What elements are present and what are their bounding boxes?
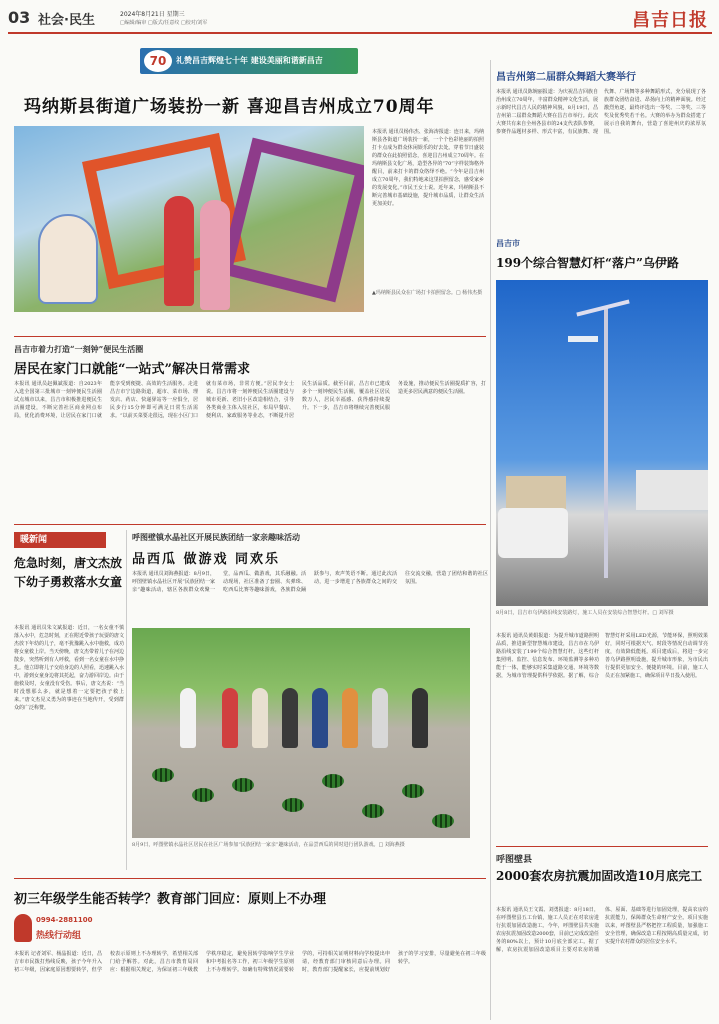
photo-person <box>200 200 230 310</box>
streetlight-pole <box>604 308 608 578</box>
anniversary-badge-icon: 70 <box>144 50 172 72</box>
article5-headline: 品西瓜 做游戏 同欢乐 <box>132 552 281 567</box>
article5-caption: 8月9日，呼图壁镇水晶社区居民在社区广场参加“民族团结一家亲”趣味活动，在品尝西瓜的同时进行团队游戏。□ 刘海燕摄 <box>132 842 405 848</box>
article4-body: 本报讯 通讯员朱文斌报道：近日，一名女童不慎落入水中，危急时刻，正在附近带孩子玩耍的唐文杰放下年幼的儿子，毫不犹豫跳入水中施救，成功将女童救上岸。当天傍晚，唐文杰带着儿子在河边散步，突然听到有人呼救，看到一名女童在水中挣扎。他立即将儿子交给身边的人照看，迅速跳入水中，游到女童身边将其托起，奋力游回岸边。由于施救及时，女童没有受伤。事后，唐文杰说：“当时没想那么多，就是想着一定要把孩子救上来。”唐文杰见义勇为的事迹在当地传开，受到群众的广泛称赞。 <box>14 625 124 711</box>
photo-building <box>506 476 566 512</box>
article3-body: 本报讯 通讯员黄娟报道：为提升城市道路照明品质，推进新型智慧城市建设，昌吉市在乌伊路沿线安装了199个综合智慧灯杆。这些灯杆集照明、监控、信息发布、环境监测等多种功能于一体，能够实时采集道路交通、环境等数据，为城市管理提供科学依据。据了解，综合智慧灯杆采用LED光源，节能环保，照明效果好，同时可根据天气、时段等情况自动调节亮度，有效降低能耗。项目建成后，将进一步完善乌伊路照明设施，提升城市形象，为市民出行提供更加安全、便捷的环境。目前，施工人员正在加紧施工，确保项目早日投入使用。 <box>496 633 708 679</box>
article3-photo <box>496 280 708 606</box>
page-number: 03 <box>8 8 31 27</box>
article3-headline: 199个综合智慧灯杆“落户”乌伊路 <box>496 256 679 270</box>
article3-location: 昌吉市 <box>496 239 520 248</box>
banner-text: 礼赞昌吉辉煌七十年 建设美丽和谐新昌吉 <box>176 56 323 65</box>
hotline-badge <box>14 910 114 946</box>
article1-photo <box>14 126 364 312</box>
hotline-number: 0994-2881100 <box>36 916 93 924</box>
article2-body: 本报讯 通讯员赵佩斌报道：自2023年入选全国第三批城市一刻钟便民生活圈试点城市以来，昌吉市积极推进便民生活圈建设，不断完善社区商业网点布局，优化消费环境，让居民在家门口就能享受到便捷、高效的生活服务。走进昌吉市宁边路街道，超市、菜市场、理发店、药店、快递驿站等一应俱全，居民步行15分钟即可满足日常生活需求。“以前买菜要走很远，现在小区门口就有菜市场，非常方便。”居民李女士说。昌吉市将一刻钟便民生活圈建设与城市更新、老旧小区改造相结合，引导各类商业主体入驻社区，布局早餐店、便利店、家政服务等业态，不断提升居民生活品质。截至目前，昌吉市已建成多个一刻钟便民生活圈，覆盖社区居民数万人，居民幸福感、获得感持续提升。下一步，昌吉市将继续完善便民服务设施，推动便民生活圈提质扩容，打造更多居民满意的便民生活圈。 <box>14 381 486 419</box>
photo-vehicle <box>498 508 568 558</box>
article6-headline: 初三年级学生能否转学？教育部门回应：原则上不办理 <box>14 892 327 907</box>
article7-location: 呼图壁县 <box>496 855 533 865</box>
photo-person <box>222 688 238 748</box>
article7-body: 本报讯 通讯员王文霞、刘勇报道：8月18日，在呼图壁县五工台镇，施工人员正在对农房进行抗震加固改造施工。今年，呼图壁县共实施农房抗震加固改造2000套，目前已完成改造任务的80%以上，预计10月底全部完工。据了解，农房抗震加固改造项目主要对农房的墙体、屋面、基础等进行加固处理，提高农房的抗震能力，保障群众生命财产安全。项目实施以来，呼图壁县严格把控工程质量，加强施工安全管理，确保改造工程按期高质量完成，切实提升农村群众的居住安全水平。 <box>496 907 708 953</box>
right-article1-title: 昌吉州第二届群众舞蹈大赛举行 <box>496 72 636 83</box>
issue-date: 2024年8月21日 星期三 <box>120 11 185 18</box>
photo-building <box>636 470 708 510</box>
article5-subtitle: 呼图壁镇水晶社区开展民族团结一家亲趣味活动 <box>132 532 300 542</box>
photo-person <box>312 688 328 748</box>
watermelon-shape <box>402 784 424 798</box>
watermelon-shape <box>322 774 344 788</box>
photo-person <box>412 688 428 748</box>
warm-news-tag: 暖新闻 <box>14 532 106 548</box>
article2-headline: 居民在家门口就能“一站式”解决日常需求 <box>14 362 250 377</box>
photo-person <box>180 688 196 748</box>
watermelon-shape <box>432 814 454 828</box>
article5-body: 本报讯 通讯员刘海燕报道：8月9日，呼图壁镇水晶社区开展“民族团结一家亲”趣味活动，辖区各族群众欢聚一堂，品西瓜、做游戏，其乐融融。活动现场，社区准备了套圈、夹弹珠、吃西瓜比赛等趣味游戏，各族群众踊跃参与，欢声笑语不断。通过此次活动，进一步增进了各族群众之间的交往交流交融，营造了团结和谐的社区氛围。 <box>132 571 488 593</box>
streetlight-lamp <box>568 336 598 342</box>
section-divider <box>496 846 708 847</box>
photo-person <box>342 688 358 748</box>
right-article1-body: 本报讯 通讯员陈婉丽报道：为庆祝昌吉回族自治州成立70周年，丰富群众精神文化生活，展示新时代昌吉人民的精神风貌，8月19日，昌吉州第二届群众舞蹈大赛在昌吉市举行。此次大赛共有来自全州各县市的24支代表队参赛，参赛作品题材多样、形式丰富，有民族舞、现代舞、广场舞等多种舞蹈形式，充分展现了各族群众团结奋进、昂扬向上的精神面貌。经过激烈角逐，最终评选出一等奖、二等奖、三等奖及优秀奖若干名。大赛的举办为群众搭建了展示自我的舞台，营造了喜迎州庆的浓厚氛围。 <box>496 89 706 135</box>
article6-body: 本报讯 记者刘军、杨晶报道：近日，昌吉市市民拨打热线反映，孩子今年升入初三年级，因家庭原因想要转学，但学校表示原则上不办理转学，希望相关部门给予解答。对此，昌吉市教育局回应：根据相关规定，为保证初三年级教学秩序稳定，避免因转学影响学生学业和中考报名等工作，初三年级学生原则上不办理转学。如确有特殊情况需要转学的，可持相关证明材料向学校提出申请，经教育部门审核同意后办理。同时，教育部门提醒家长，应提前规划好孩子的学习安排，尽量避免在初三年级转学。 <box>14 951 486 973</box>
section-divider <box>14 336 486 337</box>
watermelon-shape <box>282 798 304 812</box>
photo-person <box>282 688 298 748</box>
photo-person <box>252 688 268 748</box>
article7-headline: 2000套农房抗震加固改造10月底完工 <box>496 869 703 883</box>
editor-meta: □编辑/编审 □版式/任意纹 □校对/刘军 <box>120 20 208 26</box>
article4-headline: 危急时刻，唐文杰放下幼子勇救落水女童 <box>14 556 123 589</box>
photo-mascot <box>38 214 98 304</box>
article5-photo <box>132 628 470 838</box>
watermelon-shape <box>192 788 214 802</box>
column-divider <box>126 530 127 870</box>
column-divider <box>490 60 491 1020</box>
article2-subtitle: 昌吉市着力打造“一刻钟”便民生活圈 <box>14 344 144 354</box>
streetlight-arm <box>576 300 629 317</box>
section-divider <box>14 878 486 879</box>
photo-frame-shape <box>219 138 364 303</box>
hotline-label: 热线行动组 <box>36 931 82 941</box>
newspaper-logo: 昌吉日报 <box>632 10 708 31</box>
anniversary-banner <box>140 48 358 74</box>
watermelon-shape <box>362 804 384 818</box>
watermelon-shape <box>232 778 254 792</box>
article3-caption: 8月8日，昌吉市乌伊路沿线安装路灯，施工人员在安装综合智慧灯杆。□ 刘军摄 <box>496 610 674 616</box>
article1-caption: ▲玛纳斯县民众在广场打卡拍照留念。□ 杨伟杰摄 <box>372 290 483 296</box>
article1-body: 本报讯 通讯员杨伟杰、张海涛报道：连日来，玛纳斯县各街道广场装扮一新，一个个色彩艳丽的拍照打卡点成为群众休闲娱乐的好去处。穿着节日盛装的群众在此拍照留念，喜迎昌吉州成立70周年。在玛纳斯县文化广场，造型各异的“70”字样装饰格外醒目，前来打卡的群众络绎不绝。“今年是昌吉州成立70周年，我们特地来这里拍照留念，感受家乡的发展变化。”市民王女士说。近年来，玛纳斯县不断完善城市基础设施，提升城市品质，让群众生活更加美好。 <box>372 129 484 207</box>
section-divider <box>14 524 486 525</box>
photo-person <box>372 688 388 748</box>
section-title: 社会·民生 <box>38 13 95 28</box>
article1-headline: 玛纳斯县街道广场装扮一新 喜迎昌吉州成立70周年 <box>24 97 435 117</box>
photo-person <box>164 196 194 306</box>
person-icon <box>14 914 32 942</box>
page-header <box>8 6 712 34</box>
watermelon-shape <box>152 768 174 782</box>
